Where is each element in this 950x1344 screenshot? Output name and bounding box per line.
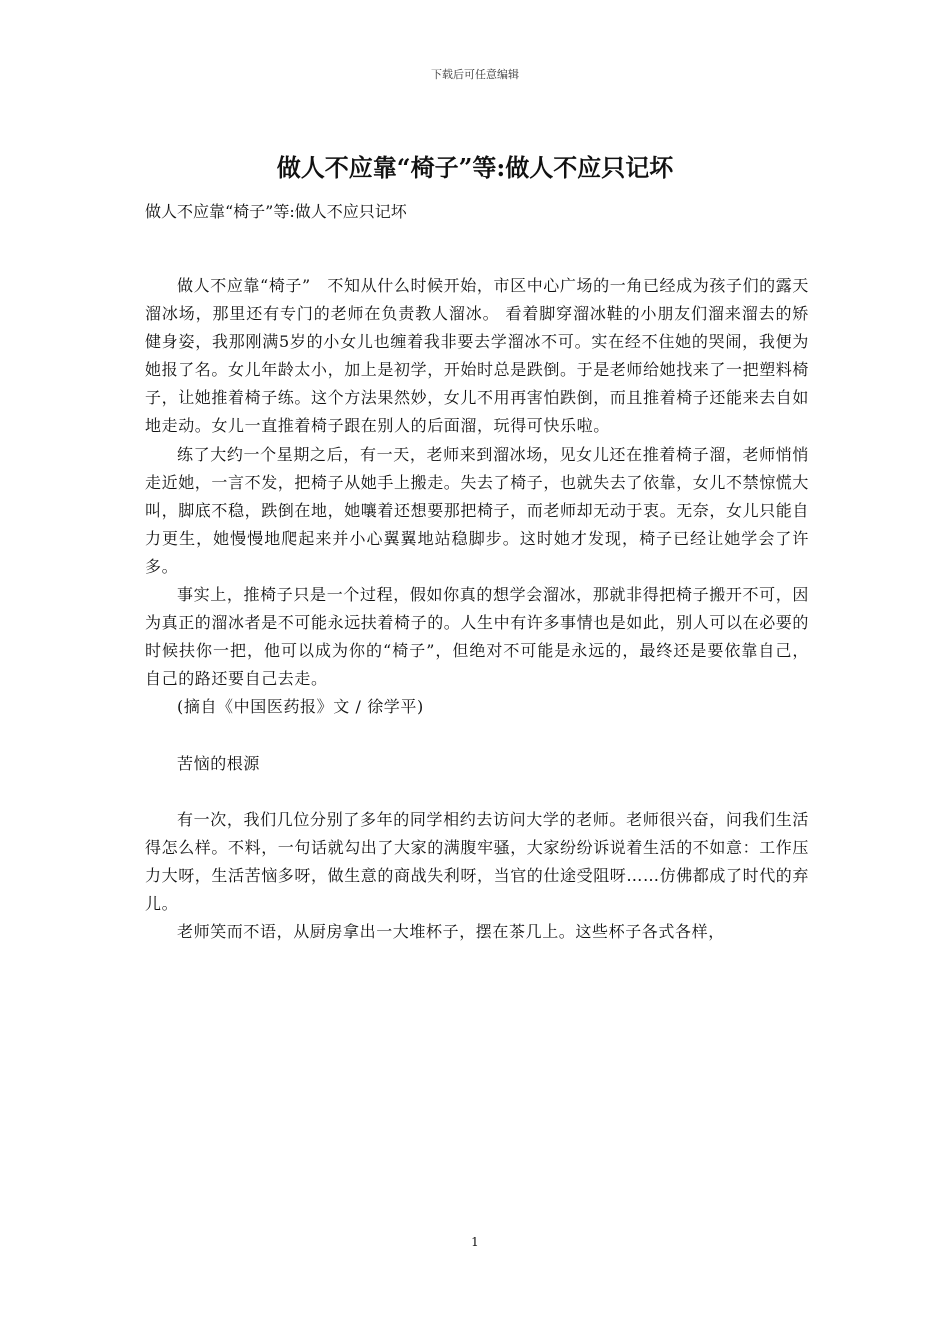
header-note: 下载后可任意编辑 [431, 68, 519, 81]
article1-paragraph-1: 做人不应靠“椅子” 不知从什么时候开始，市区中心广场的一角已经成为孩子们的露天溜冰场，那里还有专门的老师在负责教人溜冰。 看着脚穿溜冰鞋的小朋友们溜来溜去的矫健身姿，我那刚满5岁的小女儿也缠着我非要去学溜冰不可。实在经不住她的哭闹，我便为她报了名。女儿年龄太小，加上是初学，开始时总是跌倒。于是老师给她找来了一把塑料椅子，让她推着椅子练。这个方法果然妙，女儿不用再害怕跌倒，而且推着椅子还能来去自如地走动。女儿一直推着椅子跟在别人的后面溜，玩得可快乐啦。 [145, 276, 810, 436]
article2-heading: 苦恼的根源 [177, 753, 261, 773]
document-subtitle: 做人不应靠“椅子”等:做人不应只记坏 [145, 202, 407, 221]
document-body [145, 272, 809, 946]
page-number: 1 [471, 1235, 479, 1249]
spacer [145, 778, 809, 806]
document-title: 做人不应靠“椅子”等:做人不应只记坏 [276, 153, 674, 182]
article1-paragraph-3: 事实上，推椅子只是一个过程，假如你真的想学会溜冰，那就非得把椅子搬开不可，因为真正的溜冰者是不可能永远扶着椅子的。人生中有许多事情也是如此，别人可以在必要的时候扶你一把，他可以成为你的“椅子”，但绝对不可能是永远的，最终还是要依靠自己，自己的路还要自己去走。 [145, 585, 810, 689]
article2-paragraph-2: 老师笑而不语，从厨房拿出一大堆杯子，摆在茶几上。这些杯子各式各样， [177, 921, 725, 941]
article2-paragraph-1: 有一次，我们几位分别了多年的同学相约去访问大学的老师。老师很兴奋，问我们生活得怎么样。不料，一句话就勾出了大家的满腹牢骚，大家纷纷诉说着生活的不如意：工作压力大呀，生活苦恼多呀，做生意的商战失利呀，当官的仕途受阻呀……仿佛都成了时代的弃儿。 [145, 809, 810, 913]
article1-source: (摘自《中国医药报》文 / 徐学平) [177, 697, 424, 717]
spacer [145, 722, 809, 750]
article1-paragraph-2: 练了大约一个星期之后，有一天，老师来到溜冰场，见女儿还在推着椅子溜，老师悄悄走近她，一言不发，把椅子从她手上搬走。失去了椅子，也就失去了依靠，女儿不禁惊慌大叫，脚底不稳，跌倒在地，她嚷着还想要那把椅子，而老师却无动于衷。无奈，女儿只能自力更生，她慢慢地爬起来并小心翼翼地站稳脚步。这时她才发现，椅子已经让她学会了许多。 [145, 444, 810, 576]
